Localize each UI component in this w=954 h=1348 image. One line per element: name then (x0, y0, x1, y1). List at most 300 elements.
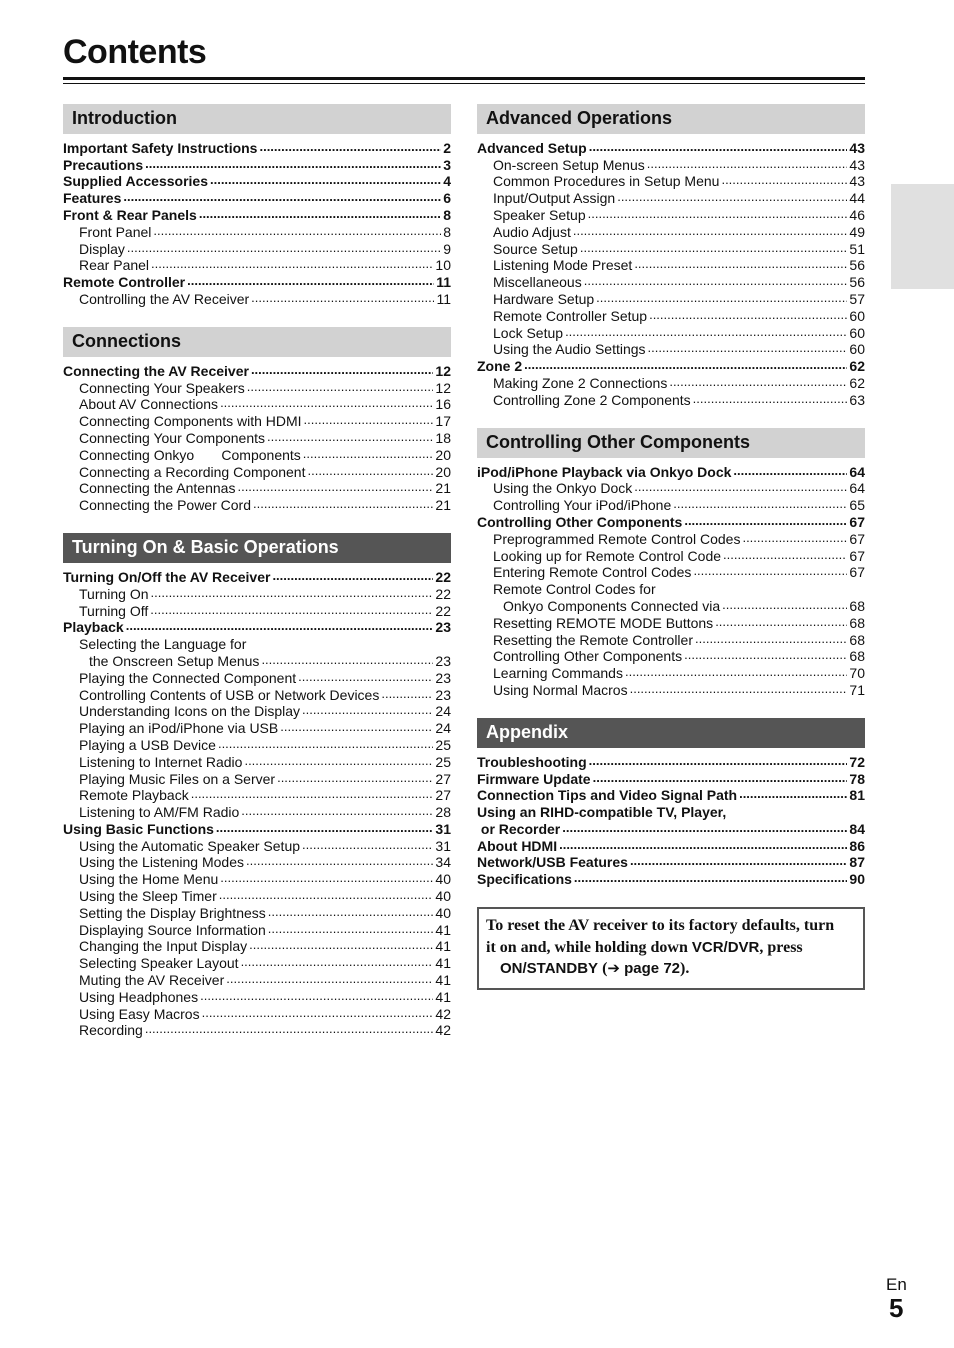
entry-page: 40 (435, 888, 451, 905)
entry-page: 70 (849, 665, 865, 682)
toc-entry[interactable] (63, 971, 451, 988)
entry-title: Remote Control Codes for (493, 581, 656, 598)
dot-leader (298, 669, 433, 685)
arrow-icon: ➔ (607, 960, 620, 978)
entry-page: 41 (435, 955, 451, 972)
entry-title: or Recorder (477, 820, 561, 837)
entry-page: 22 (435, 585, 451, 602)
toc-entry[interactable] (63, 1005, 451, 1022)
entry-title: Advanced Setup (477, 139, 587, 156)
toc-entry[interactable] (63, 189, 451, 206)
toc-entry[interactable] (477, 223, 865, 240)
on-standby-key: ON/STANDBY (500, 960, 599, 978)
entry-page: 40 (435, 904, 451, 921)
entry-title: Speaker Setup (493, 206, 586, 223)
language-label: En (886, 1275, 907, 1294)
entry-title: the Onscreen Setup Menus (89, 652, 260, 669)
toc-entry[interactable] (63, 820, 451, 837)
entry-page: 21 (435, 497, 451, 514)
dot-leader (226, 971, 433, 987)
toc-entry[interactable] (63, 652, 451, 669)
entry-page: 3 (443, 156, 451, 173)
toc-entry[interactable] (63, 429, 451, 446)
entry-page: 41 (435, 972, 451, 989)
entry-title: Controlling Contents of USB or Network Devices (79, 686, 380, 703)
entry-page: 23 (435, 652, 451, 669)
toc-entry[interactable] (477, 496, 865, 513)
dot-leader (589, 139, 848, 155)
toc-entry[interactable] (477, 374, 865, 391)
entry-title: Playback (63, 619, 124, 636)
dot-leader (684, 513, 847, 529)
toc-entry[interactable] (477, 206, 865, 223)
entry-page: 84 (849, 820, 865, 837)
toc-entry[interactable] (477, 753, 865, 770)
entry-title: Recording (79, 1022, 143, 1039)
section-advanced-operations (477, 104, 865, 408)
entry-title: Using Easy Macros (79, 1005, 200, 1022)
toc-entry[interactable] (63, 396, 451, 413)
entry-page: 60 (849, 307, 865, 324)
entry-page: 72 (849, 753, 865, 770)
entry-title: Connecting the Power Cord (79, 497, 251, 514)
dot-leader (241, 803, 433, 819)
entry-page: 43 (849, 173, 865, 190)
toc-entry[interactable] (477, 513, 865, 530)
entry-page: 78 (849, 770, 865, 787)
entry-title: Hardware Setup (493, 290, 595, 307)
entry-title: Zone 2 (477, 358, 523, 375)
dot-leader (693, 563, 847, 579)
entry-title: Controlling Zone 2 Components (493, 391, 691, 408)
section-header: Introduction (63, 104, 451, 134)
entry-page: 28 (435, 804, 451, 821)
entry-title: Controlling Other Components (477, 513, 683, 530)
toc-entry[interactable] (477, 681, 865, 698)
entry-page: 23 (435, 669, 451, 686)
toc-entry[interactable] (63, 480, 451, 497)
entry-title: Entering Remote Control Codes (493, 564, 692, 581)
entry-page: 12 (435, 379, 451, 396)
entry-page: 62 (849, 358, 865, 375)
entry-title: Selecting the Language for (79, 636, 247, 653)
toc-entry[interactable] (477, 614, 865, 631)
dot-leader (218, 736, 433, 752)
toc-entry[interactable] (63, 904, 451, 921)
toc-entry[interactable] (63, 854, 451, 871)
entry-page: 68 (849, 614, 865, 631)
dot-leader (268, 904, 434, 920)
dot-leader (247, 379, 434, 395)
entry-title: Front Panel (79, 223, 152, 240)
entry-page: 27 (435, 770, 451, 787)
entry-title: Troubleshooting (477, 753, 587, 770)
dot-leader (721, 172, 847, 188)
toc-entry[interactable] (477, 870, 865, 887)
toc-entry[interactable] (63, 770, 451, 787)
dot-leader (145, 156, 441, 172)
entry-page: 68 (849, 648, 865, 665)
entry-page: 21 (435, 480, 451, 497)
entry-title: On-screen Setup Menus (493, 156, 645, 173)
entry-page: 87 (849, 854, 865, 871)
note-text: ). (680, 960, 690, 978)
toc-entry[interactable] (63, 362, 451, 379)
entry-title: Connecting Components with HDMI (79, 413, 302, 430)
dot-leader (220, 395, 433, 411)
entry-page: 8 (443, 223, 451, 240)
toc-entry[interactable] (63, 803, 451, 820)
toc-entry[interactable] (63, 669, 451, 686)
dot-leader (241, 954, 434, 970)
entry-title: Connecting the Antennas (79, 480, 236, 497)
toc-entry[interactable] (477, 324, 865, 341)
entry-title: Input/Output Assign (493, 190, 616, 207)
entry-title: Firmware Update (477, 770, 591, 787)
entry-page: 65 (849, 497, 865, 514)
entry-page: 60 (849, 324, 865, 341)
entry-page: 62 (849, 374, 865, 391)
dot-leader (253, 496, 433, 512)
dot-leader (244, 753, 433, 769)
entry-title: Listening to AM/FM Radio (79, 804, 240, 821)
entry-page: 9 (443, 240, 451, 257)
entry-page: 27 (435, 787, 451, 804)
entry-page: 24 (435, 720, 451, 737)
entry-page: 63 (849, 391, 865, 408)
toc-entry[interactable] (477, 664, 865, 681)
entry-page: 71 (849, 681, 865, 698)
entry-title: iPod/iPhone Playback via Onkyo Dock (477, 463, 732, 480)
toc-entry[interactable] (477, 257, 865, 274)
dot-leader (302, 702, 433, 718)
dot-leader (249, 937, 433, 953)
toc-entry[interactable] (63, 887, 451, 904)
toc-entry[interactable] (63, 156, 451, 173)
entry-page: 49 (849, 223, 865, 240)
toc-entry[interactable] (477, 463, 865, 480)
dot-leader (272, 568, 433, 584)
toc-entry[interactable] (63, 412, 451, 429)
toc-entry[interactable] (63, 938, 451, 955)
dot-leader (742, 530, 847, 546)
entry-page: 41 (435, 921, 451, 938)
dot-leader (739, 786, 847, 802)
toc-entry[interactable] (63, 602, 451, 619)
entry-page: 43 (849, 139, 865, 156)
toc-entry[interactable] (477, 820, 865, 837)
entry-page: 42 (435, 1005, 451, 1022)
entry-title: Using the Onkyo Dock (493, 480, 633, 497)
side-tab (891, 184, 954, 289)
dot-leader (304, 412, 434, 428)
toc-entry[interactable] (477, 803, 865, 820)
dot-leader (634, 479, 847, 495)
toc-entry[interactable] (63, 585, 451, 602)
entry-page: 11 (436, 290, 451, 307)
note-text: ( (598, 960, 608, 978)
entry-title: Using the Listening Modes (79, 854, 244, 871)
toc-entry[interactable] (63, 619, 451, 636)
toc-entry[interactable] (477, 770, 865, 787)
dot-leader (580, 240, 848, 256)
entry-page: 23 (435, 619, 451, 636)
entry-page: 56 (849, 257, 865, 274)
title-rule (63, 77, 865, 84)
entry-title: Remote Controller (63, 274, 186, 291)
page-ref: page 72 (619, 960, 680, 978)
entry-page: 23 (435, 686, 451, 703)
toc-entry[interactable] (63, 1022, 451, 1039)
entry-page: 40 (435, 871, 451, 888)
entry-title: Selecting Speaker Layout (79, 955, 239, 972)
entry-page: 90 (849, 871, 865, 888)
entry-page: 57 (849, 290, 865, 307)
dot-leader (199, 206, 441, 222)
dot-leader (723, 547, 847, 563)
dot-leader (584, 273, 848, 289)
toc-entry[interactable] (63, 379, 451, 396)
entry-title: Turning On/Off the AV Receiver (63, 568, 271, 585)
dot-leader (588, 206, 848, 222)
entry-title: Using the Audio Settings (493, 341, 646, 358)
toc-entry[interactable] (63, 223, 451, 240)
toc-entry[interactable] (477, 173, 865, 190)
toc-entry[interactable] (63, 446, 451, 463)
dot-leader (573, 223, 848, 239)
entry-title: Audio Adjust (493, 223, 571, 240)
entry-page: 31 (435, 820, 451, 837)
entry-title: Muting the AV Receiver (79, 972, 225, 989)
entry-title: Important Safety Instructions (63, 139, 258, 156)
left-column (63, 104, 451, 1058)
entry-page: 64 (849, 463, 865, 480)
dot-leader (673, 496, 847, 512)
toc-entry[interactable] (63, 837, 451, 854)
toc-entry[interactable] (477, 530, 865, 547)
toc-entry[interactable] (63, 257, 451, 274)
entry-title: Understanding Icons on the Display (79, 703, 301, 720)
entry-title: Using Headphones (79, 988, 199, 1005)
dot-leader (303, 446, 434, 462)
toc-entry[interactable] (477, 837, 865, 854)
toc-entry[interactable] (63, 568, 451, 585)
dot-leader (634, 256, 847, 272)
entry-page: 34 (435, 854, 451, 871)
vcr-dvr-key: VCR/DVR (691, 938, 760, 956)
entry-title: Turning On (79, 585, 149, 602)
toc-entry[interactable] (477, 648, 865, 665)
toc-entry[interactable] (63, 736, 451, 753)
entry-page: 68 (849, 631, 865, 648)
toc-entry[interactable] (477, 139, 865, 156)
toc-entry[interactable] (477, 854, 865, 871)
toc-entry[interactable] (477, 787, 865, 804)
dot-leader (145, 1021, 434, 1037)
entry-page: 31 (435, 837, 451, 854)
dot-leader (307, 463, 433, 479)
toc-entry[interactable] (63, 206, 451, 223)
dot-leader (210, 172, 441, 188)
dot-leader (649, 307, 847, 323)
dot-leader (277, 770, 433, 786)
entry-page: 10 (435, 257, 451, 274)
dot-leader (200, 988, 433, 1004)
toc-entry[interactable] (63, 954, 451, 971)
toc-entry[interactable] (63, 496, 451, 513)
page-title: Contents (63, 33, 207, 71)
toc-entry[interactable] (63, 686, 451, 703)
dot-leader (617, 189, 847, 205)
entry-title: Onkyo Components Connected via (503, 597, 721, 614)
section-connections (63, 327, 451, 513)
toc-entry[interactable] (63, 703, 451, 720)
entry-page: 60 (849, 341, 865, 358)
dot-leader (261, 652, 433, 668)
toc-entry[interactable] (477, 189, 865, 206)
entry-title: Controlling Your iPod/iPhone (493, 497, 672, 514)
entry-title: Using an RIHD-compatible TV, Player, (477, 804, 727, 821)
toc-entry[interactable] (477, 564, 865, 581)
dot-leader (302, 837, 433, 853)
toc-entry[interactable] (63, 290, 451, 307)
entry-title: Miscellaneous (493, 274, 582, 291)
toc-entry[interactable] (63, 463, 451, 480)
entry-page: 2 (443, 139, 451, 156)
toc-entry[interactable] (477, 273, 865, 290)
entry-page: 12 (435, 362, 451, 379)
toc-entry[interactable] (63, 719, 451, 736)
dot-leader (562, 820, 847, 836)
entry-title: Supplied Accessories (63, 173, 208, 190)
toc-entry[interactable] (63, 787, 451, 804)
dot-leader (191, 786, 434, 802)
toc-entry[interactable] (477, 391, 865, 408)
dot-leader (693, 391, 848, 407)
toc-entry[interactable] (477, 341, 865, 358)
dot-leader (381, 686, 433, 702)
entry-page: 18 (435, 429, 451, 446)
entry-page: 17 (435, 413, 451, 430)
section-header: Controlling Other Components (477, 428, 865, 458)
toc-entry[interactable] (63, 273, 451, 290)
toc-entry[interactable] (477, 290, 865, 307)
toc-entry[interactable] (63, 921, 451, 938)
toc-entry[interactable] (63, 240, 451, 257)
toc-entry[interactable] (477, 580, 865, 597)
dot-leader (589, 753, 848, 769)
dot-leader (246, 853, 433, 869)
toc-entry[interactable] (477, 240, 865, 257)
dot-leader (151, 585, 434, 601)
entry-page: 24 (435, 703, 451, 720)
entry-title: Connecting a Recording Component (79, 463, 306, 480)
toc-entry[interactable] (477, 597, 865, 614)
entry-title: Source Setup (493, 240, 578, 257)
dot-leader (630, 853, 847, 869)
dot-leader (648, 340, 848, 356)
dot-leader (524, 357, 847, 373)
entry-title: Connection Tips and Video Signal Path (477, 787, 738, 804)
entry-title: Listening Mode Preset (493, 257, 633, 274)
toc-entry[interactable] (477, 547, 865, 564)
dot-leader (280, 719, 433, 735)
section-introduction (63, 104, 451, 307)
toc-entry[interactable] (477, 307, 865, 324)
entry-page: 43 (849, 156, 865, 173)
dot-leader (268, 921, 434, 937)
entry-title: Precautions (63, 156, 144, 173)
entry-title: Playing a USB Device (79, 736, 216, 753)
toc-entry[interactable] (63, 635, 451, 652)
dot-leader (150, 602, 433, 618)
note-line-3 (486, 958, 855, 980)
dot-leader (559, 837, 847, 853)
section-appendix (477, 718, 865, 887)
entry-title: Controlling the AV Receiver (79, 290, 250, 307)
entry-page: 11 (436, 274, 451, 291)
factory-reset-note (477, 907, 865, 990)
toc-entry[interactable] (477, 631, 865, 648)
toc-entry[interactable] (63, 988, 451, 1005)
entry-title: Listening to Internet Radio (79, 753, 243, 770)
dot-leader (127, 240, 441, 256)
entry-title: Connecting the AV Receiver (63, 362, 249, 379)
toc-entry[interactable] (63, 753, 451, 770)
entry-page: 67 (849, 547, 865, 564)
dot-leader (237, 479, 433, 495)
dot-leader (153, 223, 441, 239)
toc-entry[interactable] (63, 173, 451, 190)
entry-title: Changing the Input Display (79, 938, 248, 955)
dot-leader (574, 870, 848, 886)
toc-entry[interactable] (477, 357, 865, 374)
dot-leader (187, 273, 434, 289)
entry-title: Preprogrammed Remote Control Codes (493, 530, 741, 547)
entry-page: 8 (443, 206, 451, 223)
dot-leader (251, 290, 434, 306)
entry-page: 56 (849, 274, 865, 291)
entry-title: Displaying Source Information (79, 921, 266, 938)
toc-entry[interactable] (63, 870, 451, 887)
toc-entry[interactable] (63, 139, 451, 156)
entry-page: 25 (435, 753, 451, 770)
toc-entry[interactable] (477, 156, 865, 173)
entry-page: 20 (435, 446, 451, 463)
entry-page: 64 (849, 480, 865, 497)
dot-leader (596, 290, 847, 306)
dot-leader (669, 374, 847, 390)
dot-leader (733, 463, 847, 479)
entry-page: 25 (435, 736, 451, 753)
dot-leader (151, 256, 433, 272)
entry-title: Using the Automatic Speaker Setup (79, 837, 301, 854)
dot-leader (123, 189, 441, 205)
dot-leader (267, 429, 433, 445)
entry-title: Controlling Other Components (493, 648, 683, 665)
entry-title: Features (63, 190, 122, 207)
toc-entry[interactable] (477, 480, 865, 497)
entry-page: 67 (849, 530, 865, 547)
dot-leader (251, 362, 433, 378)
entry-title: Remote Controller Setup (493, 307, 648, 324)
note-line-1: To reset the AV receiver to its factory defaults, turn (486, 917, 835, 935)
section-controlling-other-components (477, 428, 865, 698)
entry-title: Using Normal Macros (493, 681, 628, 698)
dot-leader (625, 664, 847, 680)
dot-leader (695, 631, 847, 647)
entry-title: Remote Playback (79, 787, 189, 804)
